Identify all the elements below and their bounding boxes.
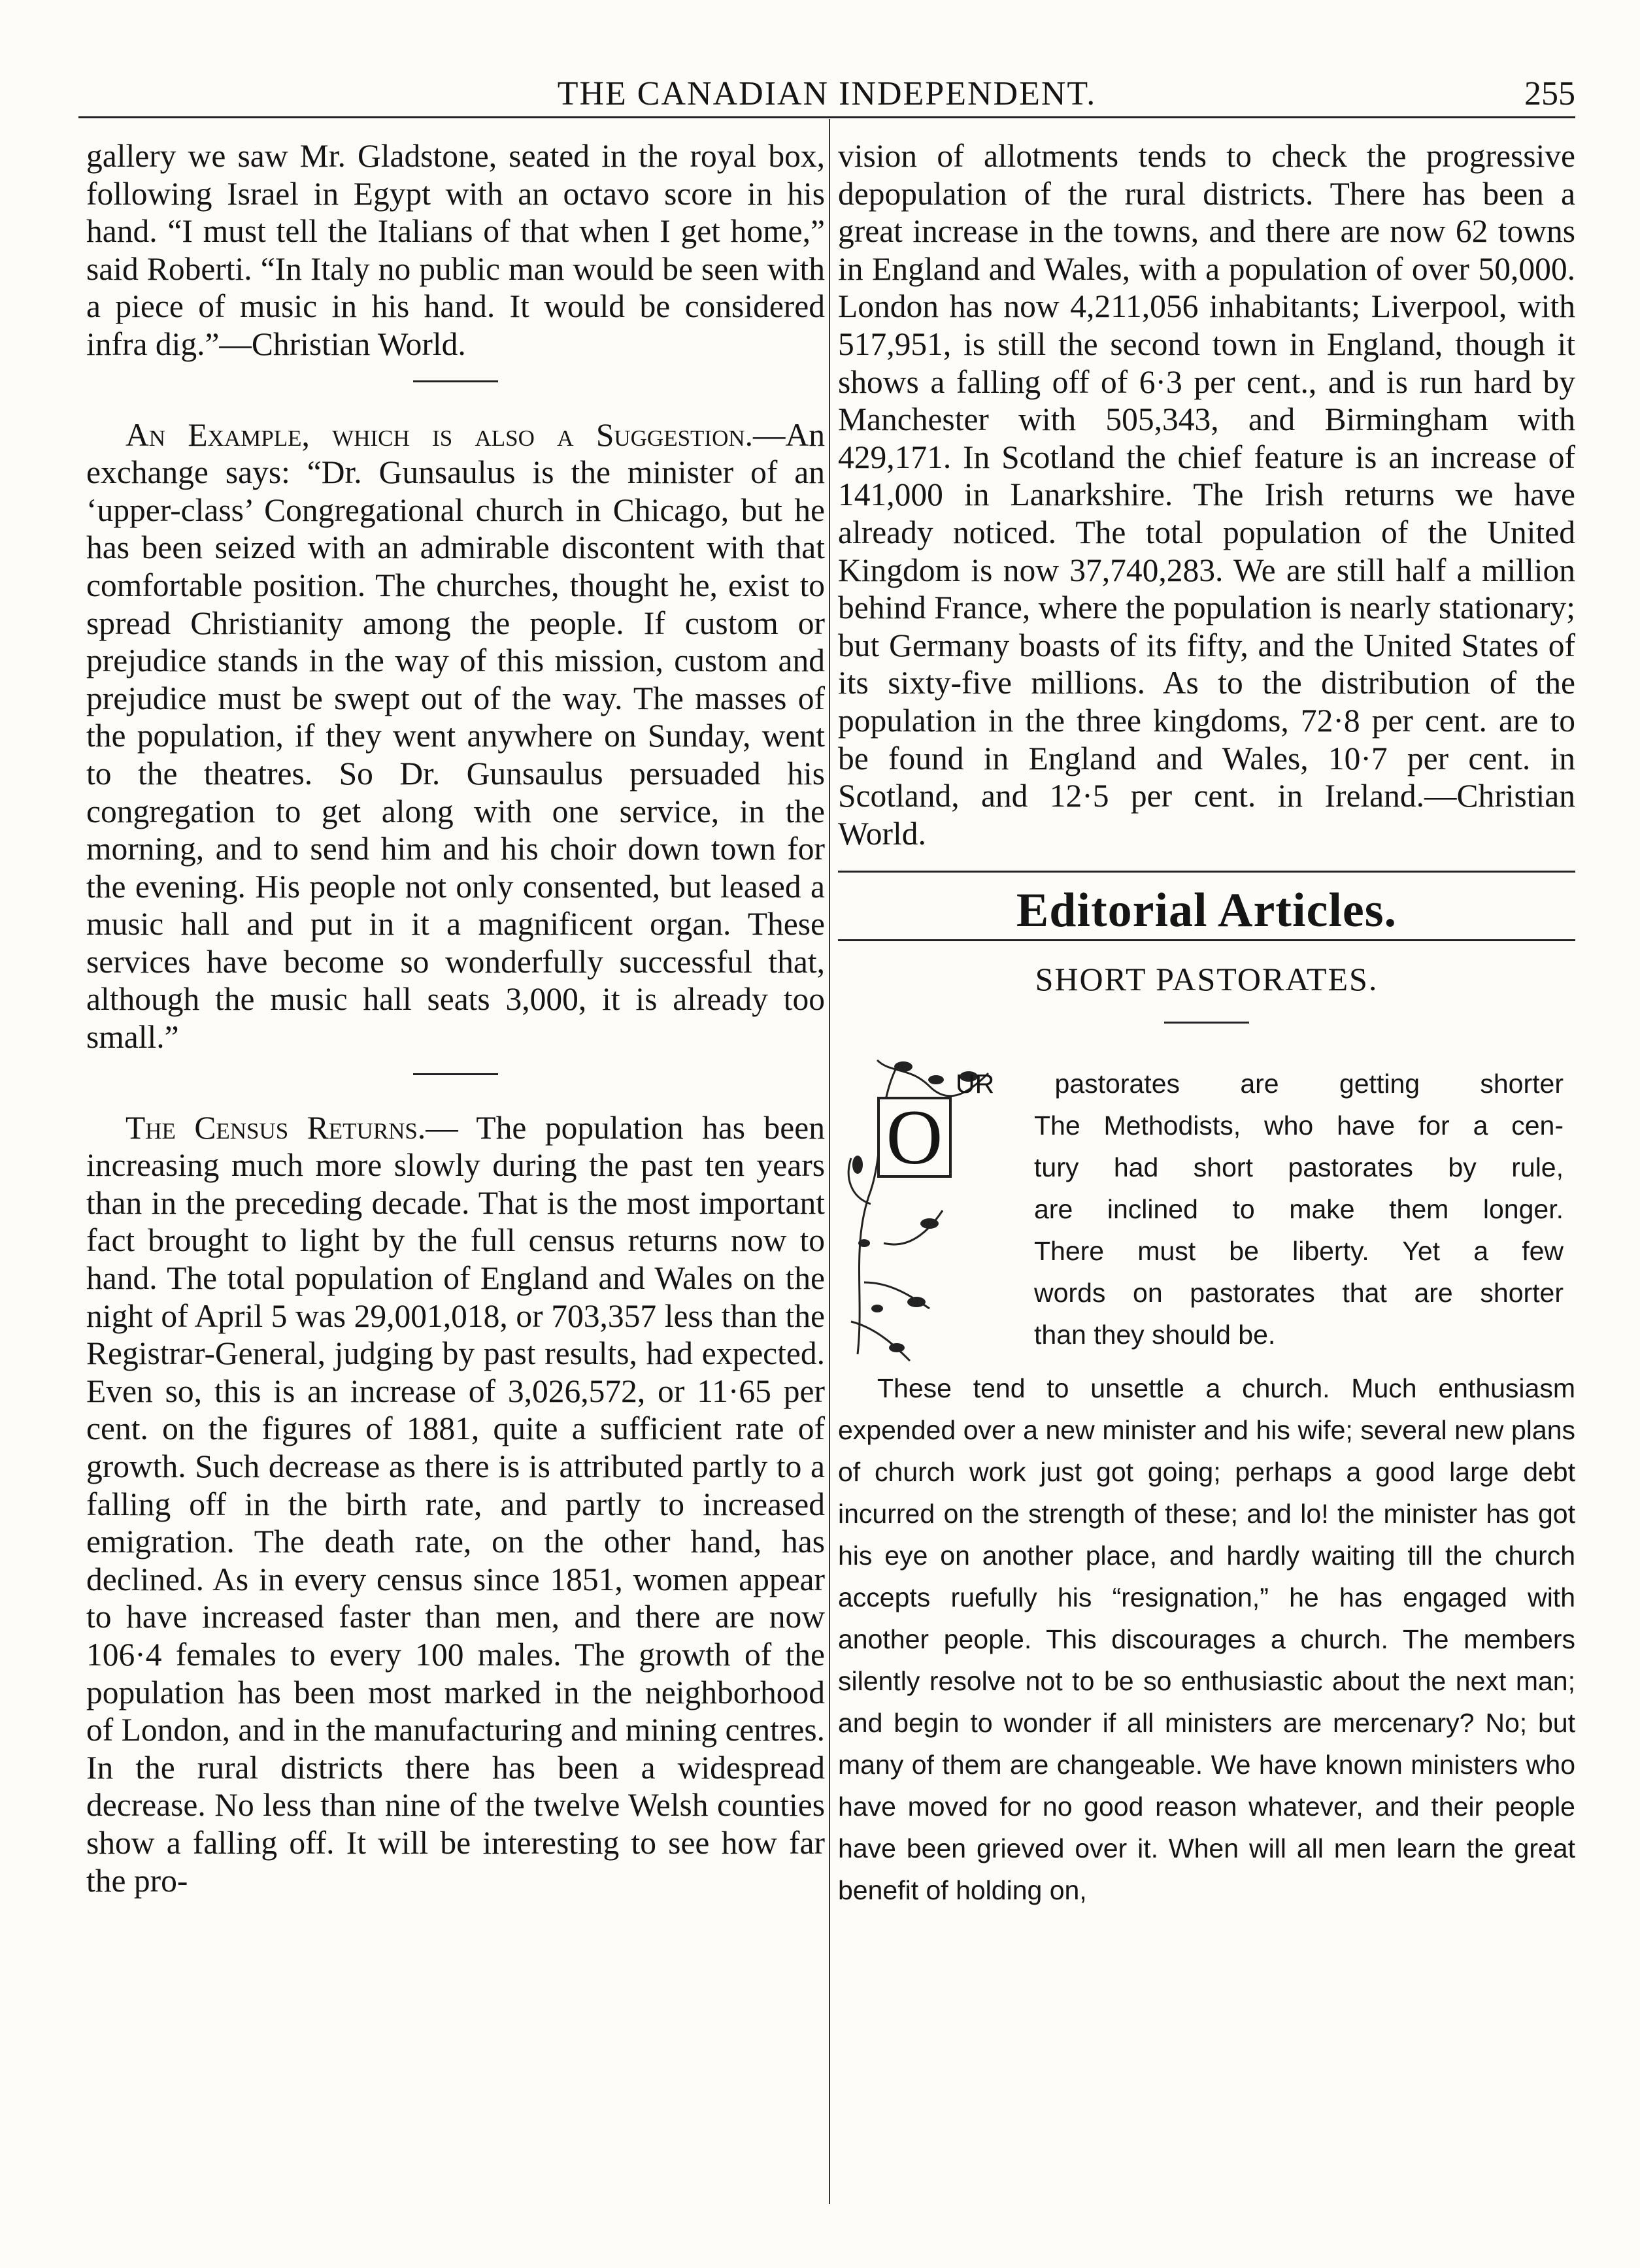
column-divider (829, 119, 830, 2204)
dropcap-line: than they should be. (1034, 1320, 1276, 1350)
dropcap-line: UR pastorates are getting shorter (956, 1069, 1564, 1099)
section-rule (838, 871, 1575, 873)
editorial-heading: Editorial Articles. (1016, 884, 1397, 938)
dropcap-line: tury had short pastorates by rule, (1034, 1152, 1564, 1183)
census-continuation: vision of allotments tends to check the progressive depopulation of the rural districts. There has been a great increase in the towns, and there are now 62 towns in England and Wales, with a population of over 50,000. London has now 4,211,056 inhabitants; Liverpool, with 517,951, is still the second town in England, though it shows a falling off of 6·3 per cent., and is run hard by Manchester with 505,343, and Birmingham with 429,171. In Scotland the chief feature is an increase of 141,000 in Lanarkshire. The Irish returns we have already noticed. The total population of the United Kingdom is now 37,740,283. We are still half a million behind France, where the population is nearly stationary; but Germany boasts of its fifty, and the United States of its sixty-five millions. As to the distribution of the population in the three kingdoms, 72·8 per cent. are to be found in England and Wales, 10·7 per cent. in Scotland, and 12·5 per cent. in Ireland.—Christian World. (838, 138, 1575, 852)
example-text: —An exchange says: “Dr. Gunsaulus is the minister of an ‘upper-class’ Congregational church in Chicago, but he has been seized with an admirable discontent with that comfortable position. The churches, thought he, exist to spread Christianity among the people. If custom or prejudice stands in the way of this mission, custom and prejudice must be swept out of the way. The masses of the population, if they went anywhere on Sunday, went to the theatres. So Dr. Gunsaulus persuaded his congregation to get along with one service, in the morning, and to send him and his choir down town for the evening. His people not only consented, but leased a music hall and put in it a magnificent organ. These services have become so wonderfully successful that, although the music hall seats 3,000, it is already too small.” (86, 416, 825, 1056)
dropcap-letter: O (886, 1093, 943, 1181)
dropcap-line: words on pastorates that are shorter (1034, 1278, 1564, 1309)
gladstone-paragraph: gallery we saw Mr. Gladstone, seated in the royal box, following Israel in Egypt with an octavo score in his hand. “I must tell the Italians of that when I get home,” said Roberti. “In Italy no public man would be seen with a piece of music in his hand. It would be considered infra dig.”—Christian World. (86, 138, 825, 362)
section-rule (838, 939, 1575, 941)
dropcap-line: The Methodists, who have for a cen- (1034, 1110, 1564, 1141)
example-heading: An Example, which is also a Suggestion. (126, 416, 753, 453)
dropcap-block (838, 1047, 1575, 1367)
journal-title: THE CANADIAN INDEPENDENT. (557, 75, 1097, 112)
title-divider (1164, 1022, 1249, 1024)
dropcap-line: are inclined to make them longer. (1034, 1194, 1564, 1225)
section-divider (413, 1073, 498, 1075)
article-title: SHORT PASTORATES. (1035, 960, 1379, 997)
census-paragraph (86, 1109, 825, 1899)
example-paragraph (86, 416, 825, 1056)
census-text: — The population has been increasing much more slowly during the past ten years than in the preceding decade. That is the most important fact brought to light by the full census returns now to hand. The total population of England and Wales on the night of April 5 was 29,001,018, or 703,357 less than the Registrar-General, judging by past results, had expected. Even so, this is an increase of 3,026,572, or 11·65 per cent. on the figures of 1881, quite a sufficient rate of growth. Such decrease as there is is attributed partly to a falling off in the birth rate, and partly to increased emigration. The death rate, on the other hand, has declined. As in every census since 1851, women appear to have increased faster than men, and there are now 106·4 females to every 100 males. The growth of the population has been most marked in the neighborhood of London, and in the manufacturing and mining centres. In the rural districts there has been a widespread decrease. No less than nine of the twelve Welsh counties show a falling off. It will be interesting to see how far the pro- (86, 1109, 825, 1899)
page-header (78, 71, 1575, 118)
article-body: These tend to unsettle a church. Much enthusiasm expended over a new minister and his wife; several new plans of church work just got going; perhaps a good large debt incurred on the strength of these; and lo! the minister has got his eye on another place, and hardly waiting till the church accepts ruefully his “resignation,” he has engaged with another people. This discourages a church. The members silently resolve not to be so enthusiastic about the next man; and begin to wonder if all ministers are mercenary? No; but many of them are changeable. We have known ministers who have moved for no good reason whatever, and their people have been grieved over it. When will all men learn the great benefit of holding on, (838, 1373, 1575, 1906)
right-column (838, 137, 1575, 1911)
census-heading: The Census Returns. (126, 1109, 426, 1146)
left-column (86, 137, 825, 1899)
dropcap-line: There must be liberty. Yet a few (1034, 1236, 1564, 1267)
section-divider (413, 380, 498, 382)
page-number: 255 (1524, 75, 1575, 112)
